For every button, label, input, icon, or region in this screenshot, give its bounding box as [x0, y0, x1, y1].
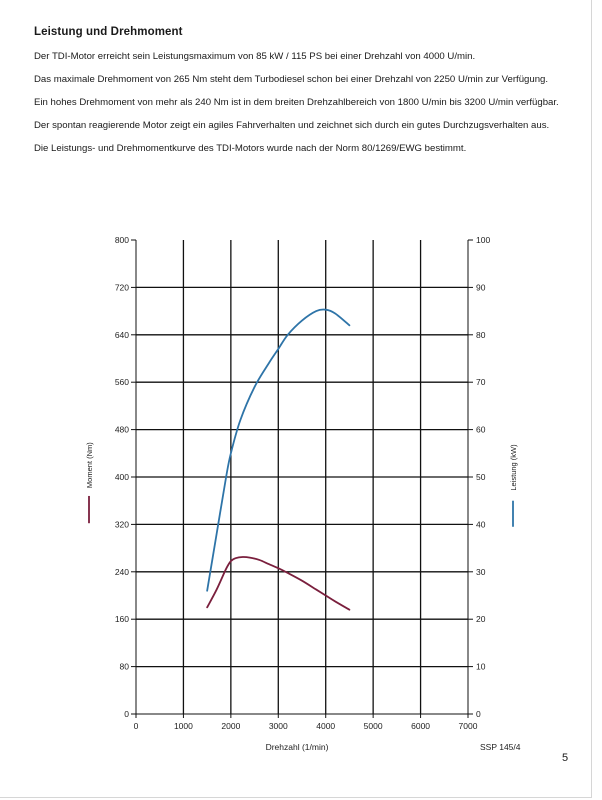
y2-tick-label: 90 — [476, 282, 486, 293]
y2-tick-label: 40 — [476, 519, 486, 530]
x-tick-label: 1000 — [173, 721, 193, 731]
y-tick-label: 320 — [114, 519, 129, 530]
paragraph-5: Die Leistungs- und Drehmomentkurve des TDI-Motors wurde nach der Norm 80/1269/EWG bestimmt. — [34, 143, 467, 154]
y-tick-label: 560 — [114, 377, 129, 388]
x-tick-label: 0 — [133, 721, 139, 731]
y2-tick-label: 60 — [476, 424, 486, 435]
paragraph-1: Der TDI-Motor erreicht sein Leistungsmaximum von 85 kW / 115 PS bei einer Drehzahl von 4000 U/min. — [34, 51, 476, 62]
y2-tick-label: 10 — [476, 661, 486, 672]
figure-reference: SSP 145/4 — [480, 742, 521, 752]
y2-tick-label: 80 — [476, 329, 486, 340]
paragraph-3: Ein hohes Drehmoment von mehr als 240 Nm ist in dem breiten Drehzahlbereich von 1800 U/min bis 3200 U/min verfügbar. — [34, 97, 559, 108]
y2-tick-label: 100 — [476, 235, 491, 245]
y-tick-label: 640 — [114, 329, 129, 340]
paragraph-4: Der spontan reagierende Motor zeigt ein agiles Fahrverhalten und zeichnet sich durch ein gutes Durchzugsverhalten aus. — [34, 120, 550, 131]
y-tick-label: 240 — [114, 566, 129, 577]
y-tick-label: 160 — [114, 614, 129, 625]
x-tick-label: 6000 — [411, 721, 431, 731]
y-tick-label: 80 — [119, 661, 129, 672]
y2-tick-label: 20 — [476, 614, 486, 625]
y-tick-label: 480 — [114, 424, 129, 435]
x-tick-label: 5000 — [363, 721, 383, 731]
y-tick-label: 0 — [124, 709, 129, 719]
x-tick-label: 4000 — [316, 721, 336, 731]
y2-tick-label: 50 — [476, 472, 486, 482]
x-axis-label: Drehzahl (1/min) — [265, 742, 329, 752]
y2-axis-label: Leistung (kW) — [509, 444, 518, 491]
chart-grid — [136, 240, 468, 714]
y-tick-label: 720 — [114, 282, 129, 293]
document-body — [34, 26, 574, 165]
y2-tick-label: 30 — [476, 566, 486, 577]
y-tick-label: 400 — [114, 472, 129, 482]
x-tick-label: 3000 — [268, 721, 288, 731]
y-axis-label: Moment (Nm) — [85, 442, 94, 489]
page-number: 5 — [562, 752, 569, 764]
chart-axes — [115, 235, 491, 731]
power-torque-chart — [70, 228, 530, 768]
x-tick-label: 7000 — [458, 721, 478, 731]
x-tick-label: 2000 — [221, 721, 241, 731]
y2-tick-label: 70 — [476, 377, 486, 388]
y-tick-label: 800 — [114, 235, 129, 245]
y2-tick-label: 0 — [476, 709, 481, 719]
paragraph-2: Das maximale Drehmoment von 265 Nm steht dem Turbodiesel schon bei einer Drehzahl von 2250 U/min zur Verfügung. — [34, 74, 549, 85]
section-heading: Leistung und Drehmoment — [34, 26, 183, 38]
